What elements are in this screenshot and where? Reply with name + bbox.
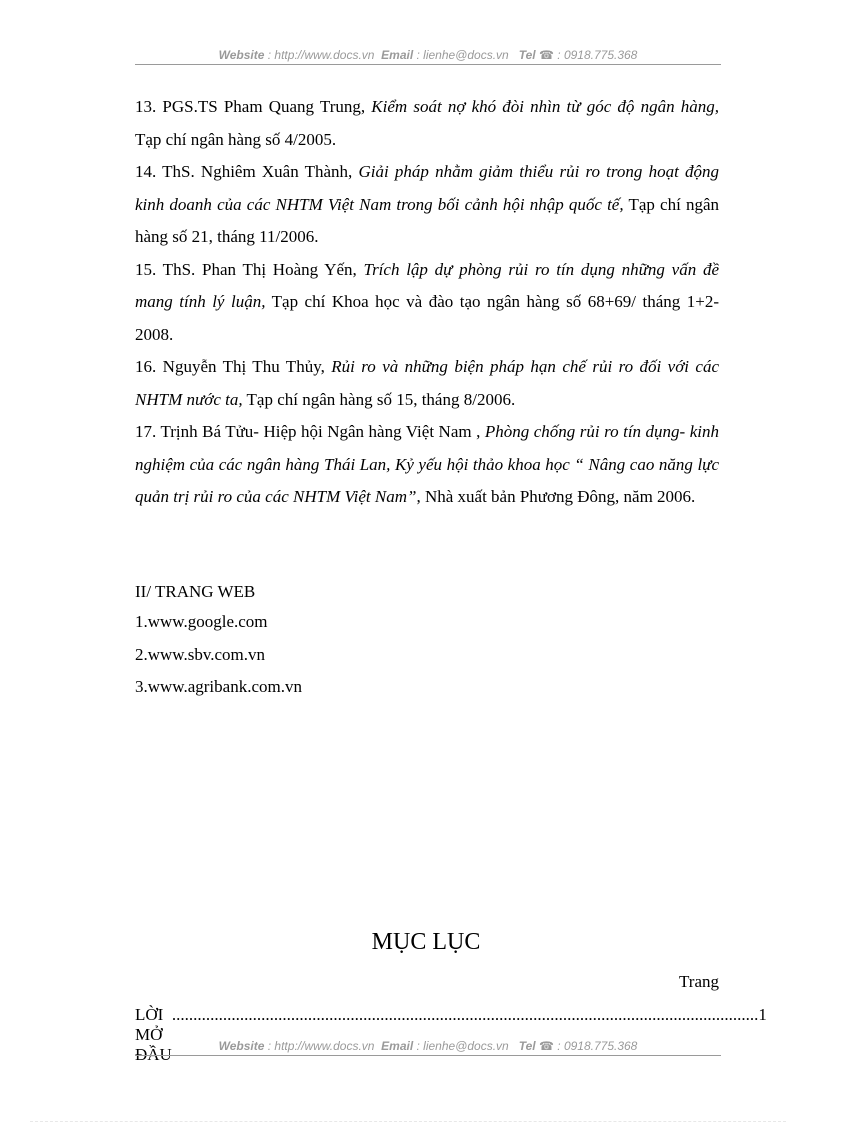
reference-lead: 14. ThS. Nghiêm Xuân Thành, [135,162,359,181]
reference-title: Rủi ro và những biện pháp hạn chế rủi ro đối với các NHTM nước ta, [135,357,719,409]
toc-row-leader: .......................................................................................................................................... [171,1005,759,1024]
reference-item [135,351,719,416]
footer-tel-label: Tel [518,1039,536,1053]
reference-source: Tạp chí ngân hàng số 15, tháng 8/2006. [242,389,516,409]
page-footer [135,1039,721,1056]
web-section-heading: II/ TRANG WEB [135,582,256,601]
reference-title: Phòng chống rủi ro tín dụng- kinh nghiệm của các ngân hàng Thái Lan, Kỷ yếu hội thảo khoa học “ Nâng cao năng lực quản trị rủi ro của các NHTM Việt Nam” [135,422,719,506]
header-email-label: Email [381,48,414,62]
header-tel-label: Tel [518,48,536,62]
reference-lead: 16. Nguyễn Thị Thu Thủy, [135,357,332,376]
toc-row[interactable] [135,1005,767,1065]
page-bottom-divider [30,1121,786,1122]
reference-item [135,91,719,156]
footer-tel-value: ☎ : 0918.775.368 [535,1039,638,1053]
footer-website-link[interactable]: : http://www.docs.vn [264,1039,375,1053]
page-header [135,48,721,65]
reference-list [135,91,719,514]
toc-row-page: 1 [758,1005,767,1024]
header-website-label: Website [218,48,265,62]
reference-source: Tạp chí ngân hàng số 21, tháng 11/2006. [135,194,719,246]
web-link-google[interactable]: 1.www.google.com [135,612,268,631]
web-link-list [135,606,302,704]
reference-source: Tạp chí ngân hàng số 4/2005. [135,129,337,149]
reference-source: , Nhà xuất bản Phương Đông, năm 2006. [416,487,696,506]
footer-website-label: Website [218,1039,265,1053]
reference-item [135,156,719,254]
toc-title: MỤC LỤC [371,929,481,955]
reference-lead: 17. Trịnh Bá Tửu- Hiệp hội Ngân hàng Việt Nam , [135,422,485,441]
reference-source: Tạp chí Khoa học và đào tạo ngân hàng số 68+69/ tháng 1+2-2008. [135,292,720,344]
reference-title: Trích lập dự phòng rủi ro tín dụng những vấn đề mang tính lý luận, [135,259,719,311]
reference-lead: 15. ThS. Phan Thị Hoàng Yến, [135,259,364,279]
header-email-link[interactable]: : lienhe@docs.vn [413,48,509,62]
toc-page-column-label: Trang [679,972,719,991]
reference-title: Kiểm soát nợ khó đòi nhìn từ góc độ ngân hàng, [371,97,719,116]
web-link-sbv[interactable]: 2.www.sbv.com.vn [135,644,266,664]
toc-row-label: LỜI MỞ ĐẦU [135,1005,172,1064]
footer-email-label: Email [381,1039,414,1053]
reference-title: Giải pháp nhằm giảm thiểu rủi ro trong hoạt động kinh doanh của các NHTM Việt Nam trong bối cảnh hội nhập quốc tế, [135,162,719,214]
web-link-agribank[interactable]: 3.www.agribank.com.vn [135,677,302,696]
reference-item [135,416,719,514]
header-website-link[interactable]: : http://www.docs.vn [264,48,375,62]
reference-item [135,254,719,352]
footer-email-link[interactable]: : lienhe@docs.vn [413,1039,509,1053]
reference-lead: 13. PGS.TS Pham Quang Trung, [135,97,372,116]
header-tel-value: ☎ : 0918.775.368 [535,48,638,62]
